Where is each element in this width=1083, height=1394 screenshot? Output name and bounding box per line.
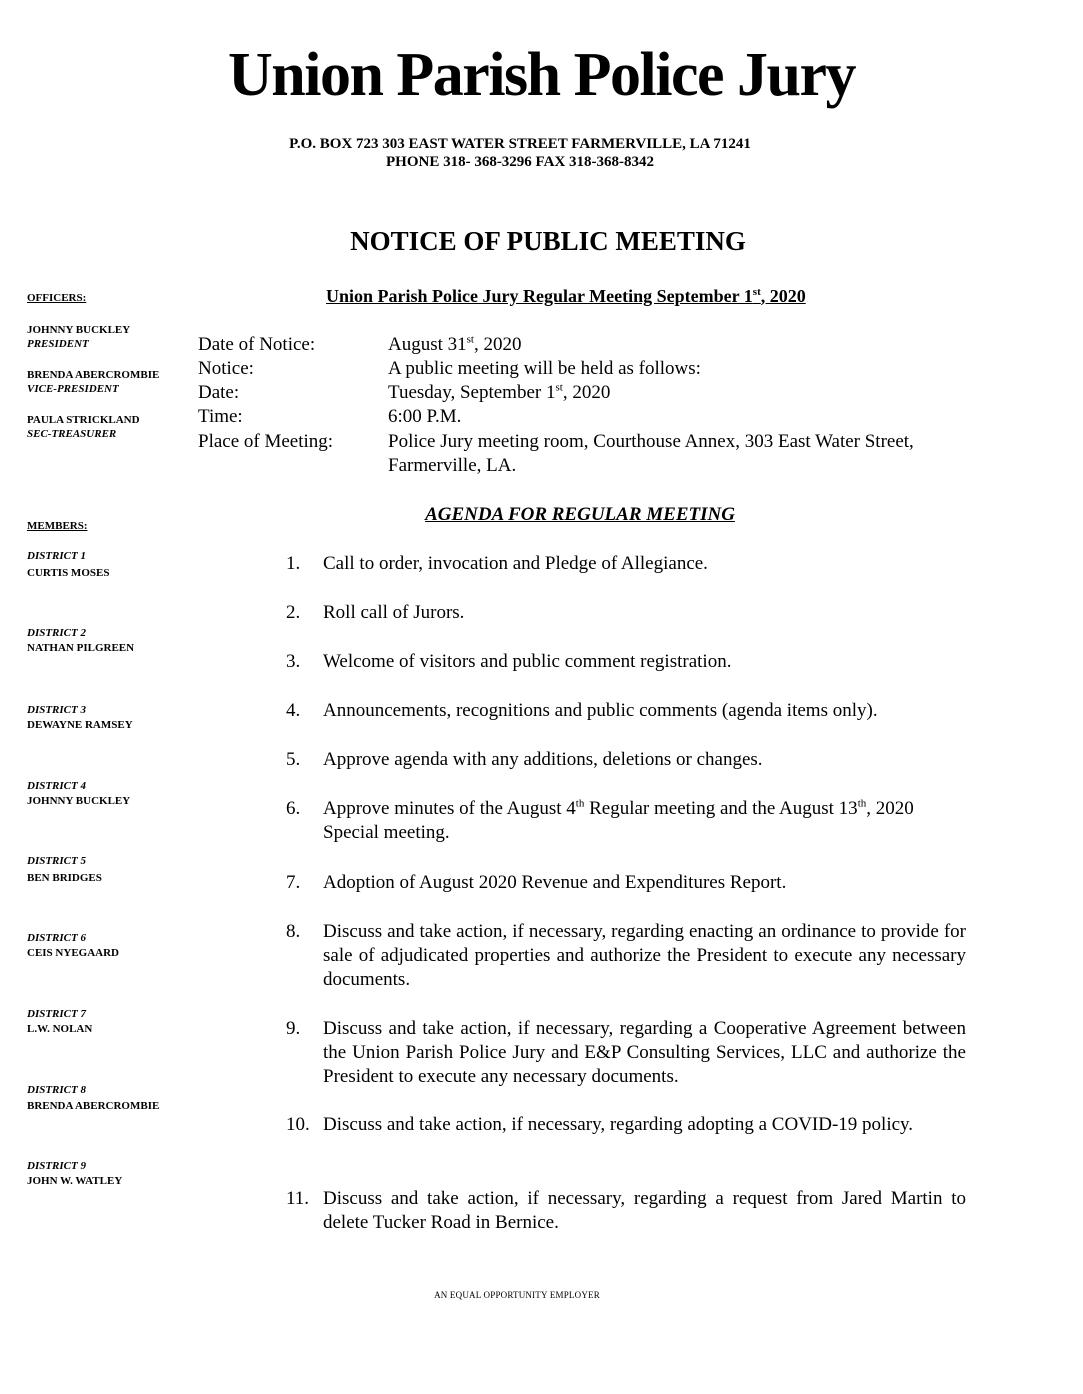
agenda-item bbox=[286, 797, 966, 845]
agenda-item bbox=[286, 748, 966, 772]
member-name: JOHN W. WATLEY bbox=[27, 1175, 123, 1187]
district-label: DISTRICT 3 bbox=[27, 704, 86, 716]
district-label: DISTRICT 1 bbox=[27, 550, 86, 562]
organization-name: Union Parish Police Jury bbox=[227, 41, 856, 109]
district-label: DISTRICT 8 bbox=[27, 1084, 86, 1096]
address-line: P.O. BOX 723 303 EAST WATER STREET FARMERVILLE, LA 71241 bbox=[289, 136, 751, 152]
officer-title: VICE-PRESIDENT bbox=[27, 383, 119, 395]
info-value-date: Tuesday, September 1st, 2020 bbox=[388, 381, 611, 403]
agenda-item bbox=[286, 920, 966, 992]
agenda-item-text: Call to order, invocation and Pledge of Allegiance. bbox=[323, 553, 708, 574]
district-label: DISTRICT 4 bbox=[27, 780, 86, 792]
district-label: DISTRICT 7 bbox=[27, 1008, 86, 1020]
agenda-item-text: Roll call of Jurors. bbox=[323, 602, 465, 623]
member-name: L.W. NOLAN bbox=[27, 1023, 93, 1035]
phone-fax-line: PHONE 318- 368-3296 FAX 318-368-8342 bbox=[385, 154, 655, 170]
info-value-date-of-notice: August 31st, 2020 bbox=[388, 333, 522, 355]
member-name: NATHAN PILGREEN bbox=[27, 642, 135, 654]
district-label: DISTRICT 5 bbox=[27, 855, 86, 867]
info-value-place: Police Jury meeting room, Courthouse Annex, 303 East Water Street, Farmerville, LA. bbox=[388, 431, 914, 476]
officer-name: JOHNNY BUCKLEY bbox=[27, 324, 131, 336]
agenda-heading: AGENDA FOR REGULAR MEETING bbox=[425, 504, 735, 525]
agenda-item-number: 8. bbox=[286, 921, 301, 942]
agenda-item-text: Approve minutes of the August 4th Regular meeting and the August 13th, 2020 Special meeting. bbox=[323, 797, 914, 843]
info-label-time: Time: bbox=[198, 406, 243, 427]
agenda-item bbox=[286, 1113, 966, 1137]
district-label: DISTRICT 2 bbox=[27, 627, 86, 639]
agenda-item-text: Adoption of August 2020 Revenue and Expenditures Report. bbox=[323, 872, 787, 893]
info-label-notice: Notice: bbox=[198, 358, 254, 379]
agenda-item-text: Welcome of visitors and public comment registration. bbox=[323, 651, 732, 672]
agenda-item-text: Approve agenda with any additions, deletions or changes. bbox=[323, 749, 763, 770]
agenda-item-number: 1. bbox=[286, 553, 301, 574]
agenda-item-number: 2. bbox=[286, 602, 301, 623]
agenda-item-text: Discuss and take action, if necessary, regarding a request from Jared Martin to delete Tucker Road in Bernice. bbox=[323, 1188, 966, 1233]
member-name: BEN BRIDGES bbox=[27, 872, 102, 884]
agenda-item bbox=[286, 1187, 966, 1235]
district-label: DISTRICT 9 bbox=[27, 1160, 86, 1172]
agenda-item bbox=[286, 1017, 966, 1089]
footer-equal-opportunity: AN EQUAL OPPORTUNITY EMPLOYER bbox=[434, 1290, 600, 1300]
agenda-item-text: Announcements, recognitions and public comments (agenda items only). bbox=[323, 700, 878, 721]
member-name: BRENDA ABERCROMBIE bbox=[27, 1100, 160, 1112]
info-label-date: Date: bbox=[198, 382, 240, 403]
officer-name: PAULA STRICKLAND bbox=[27, 414, 140, 426]
info-value-notice: A public meeting will be held as follows: bbox=[388, 358, 701, 379]
officer-title: PRESIDENT bbox=[27, 338, 89, 350]
agenda-item bbox=[286, 699, 966, 723]
members-label: MEMBERS: bbox=[27, 520, 88, 532]
agenda-item bbox=[286, 871, 966, 895]
member-name: CEIS NYEGAARD bbox=[27, 947, 119, 959]
agenda-item-number: 6. bbox=[286, 798, 301, 819]
agenda-item-text: Discuss and take action, if necessary, regarding enacting an ordinance to provide for sale of adjudicated properties and authorize the President to execute any necessary documents. bbox=[323, 921, 966, 990]
officer-name: BRENDA ABERCROMBIE bbox=[27, 369, 160, 381]
officer-title: SEC-TREASURER bbox=[27, 428, 117, 440]
agenda-item-text: Discuss and take action, if necessary, regarding a Cooperative Agreement between the Union Parish Police Jury and E&P Consulting Services, LLC and authorize the President to execute any necessary documents. bbox=[323, 1018, 966, 1087]
member-name: JOHNNY BUCKLEY bbox=[27, 795, 131, 807]
agenda-item-number: 5. bbox=[286, 749, 301, 770]
agenda-item bbox=[286, 552, 966, 576]
officers-label: OFFICERS: bbox=[27, 292, 87, 304]
agenda-item-number: 11. bbox=[286, 1188, 310, 1209]
info-value-time: 6:00 P.M. bbox=[388, 406, 462, 427]
meeting-title: Union Parish Police Jury Regular Meeting September 1st, 2020 bbox=[326, 286, 806, 306]
member-name: DEWAYNE RAMSEY bbox=[27, 719, 133, 731]
agenda-item-text: Discuss and take action, if necessary, regarding adopting a COVID-19 policy. bbox=[323, 1114, 914, 1135]
agenda-item-number: 10. bbox=[286, 1114, 310, 1135]
member-name: CURTIS MOSES bbox=[27, 567, 110, 579]
info-label-place: Place of Meeting: bbox=[198, 431, 334, 452]
info-label-date-of-notice: Date of Notice: bbox=[198, 334, 316, 355]
agenda-item bbox=[286, 601, 966, 625]
agenda-item-number: 4. bbox=[286, 700, 301, 721]
agenda-item-number: 7. bbox=[286, 872, 301, 893]
district-label: DISTRICT 6 bbox=[27, 932, 86, 944]
notice-title: NOTICE OF PUBLIC MEETING bbox=[350, 226, 746, 256]
agenda-item-number: 9. bbox=[286, 1018, 301, 1039]
agenda-item bbox=[286, 650, 966, 674]
agenda-item-number: 3. bbox=[286, 651, 301, 672]
